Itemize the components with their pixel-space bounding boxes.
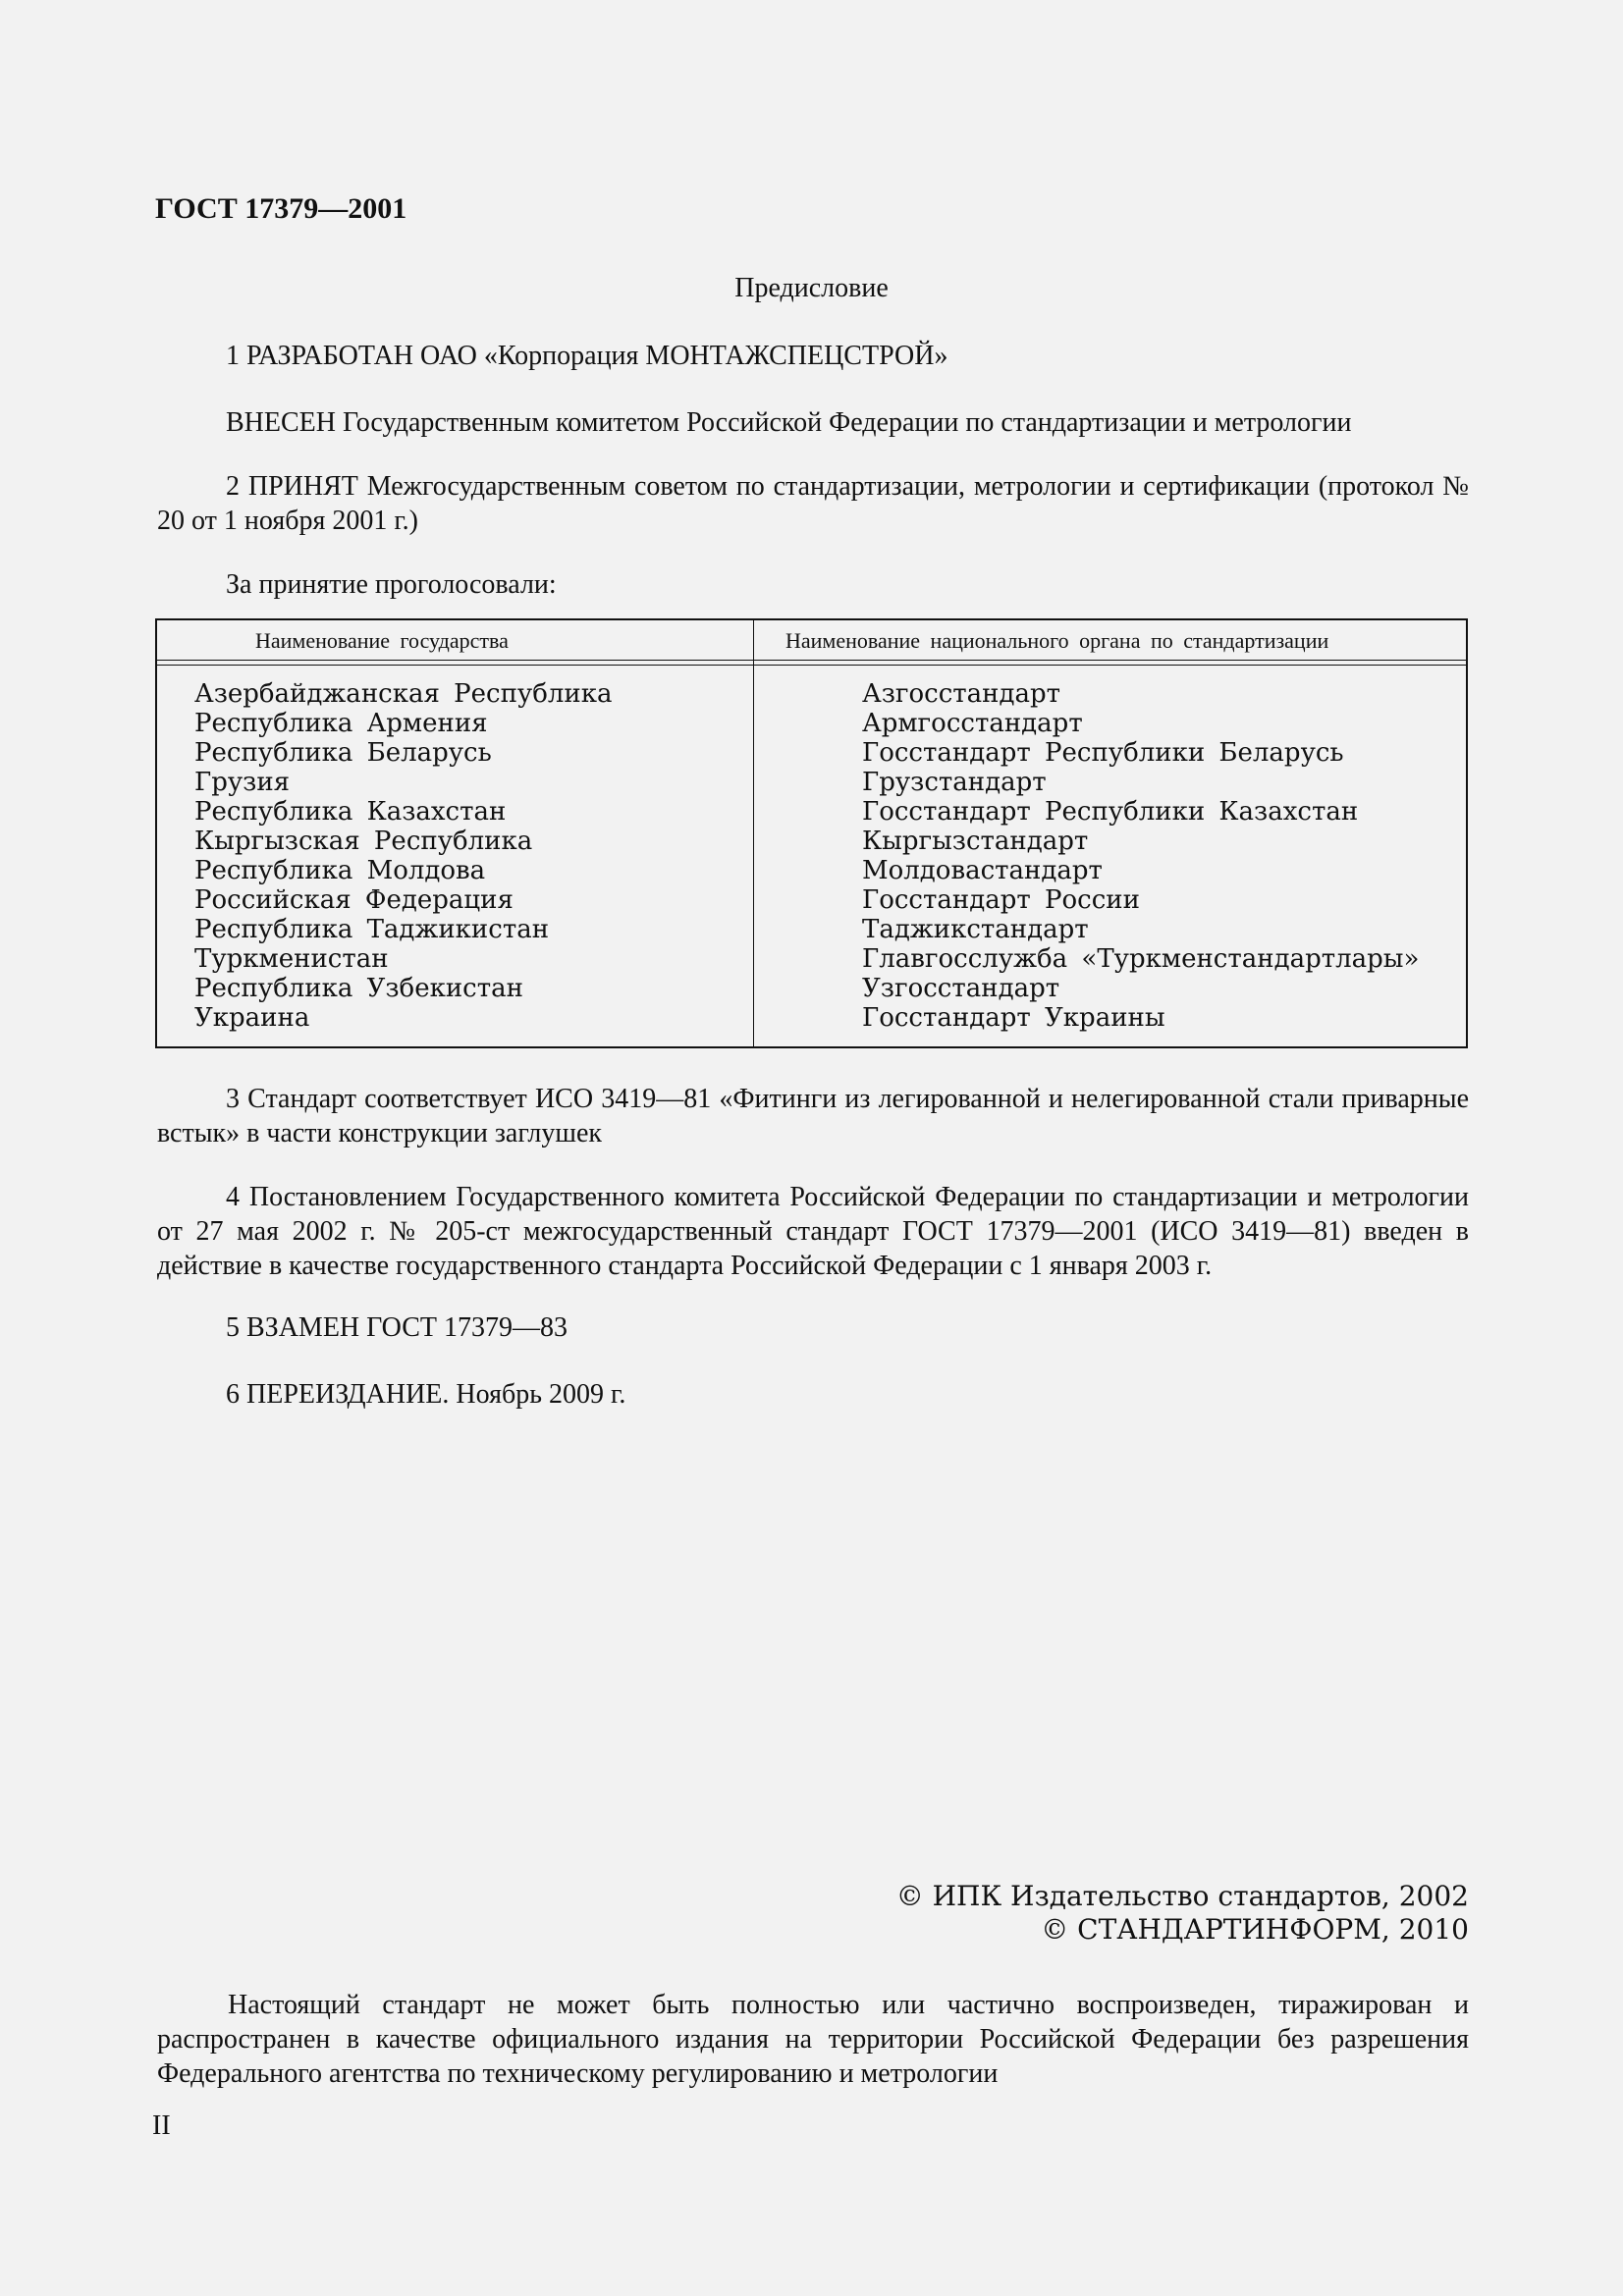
state-name: Российская Федерация (194, 885, 514, 915)
page-number: II (152, 2110, 171, 2141)
state-name: Республика Армения (194, 709, 488, 738)
voting-table (155, 618, 1468, 1048)
document-header: ГОСТ 17379—2001 (155, 192, 407, 225)
state-name: Республика Казахстан (194, 797, 507, 827)
standards-body-name: Госстандарт Украины (862, 1003, 1165, 1033)
paragraph-adopted: 2 ПРИНЯТ Межгосударственным советом по стандартизации, метрологии и сертификации (протокол № 20 от 1 ноября 2001 г.) (157, 471, 1469, 536)
paragraph-iso-correspondence: 3 Стандарт соответствует ИСО 3419—81 «Фитинги из легированной и нелегированной стали приварные встык» в части конструкции заглушек (157, 1084, 1469, 1148)
state-name: Кыргызская Республика (194, 827, 533, 856)
table-header-divider (157, 665, 1466, 666)
page-title: Предисловие (734, 273, 889, 303)
standards-body-name: Госстандарт Республики Беларусь (862, 738, 1344, 768)
standards-body-name: Азгосстандарт (862, 679, 1061, 709)
standards-body-name: Узгосстандарт (862, 974, 1060, 1003)
table-header-body: Наименование национального органа по стандартизации (785, 628, 1329, 653)
paragraph-reissue: 6 ПЕРЕИЗДАНИЕ. Ноябрь 2009 г. (226, 1379, 626, 1410)
state-list (194, 679, 612, 1033)
paragraph-resolution: 4 Постановлением Государственного комитета Российской Федерации по стандартизации и метрологии от 27 мая 2002 г. № 205-ст межгосударственный стандарт ГОСТ 17379—2001 (ИСО 3419—81) введен в действие в качестве государственного стандарта Российской Федерации с 1 января 2003 г. (157, 1182, 1469, 1281)
state-name: Украина (194, 1003, 310, 1033)
copyright-line: © ИПК Издательство стандартов, 2002 (895, 1880, 1469, 1912)
standards-body-name: Кыргызстандарт (862, 827, 1089, 856)
standards-body-name: Грузстандарт (862, 768, 1047, 797)
copyright-line: © СТАНДАРТИНФОРМ, 2010 (1041, 1913, 1469, 1946)
reproduction-notice: Настоящий стандарт не может быть полностью или частично воспроизведен, тиражирован и распространен в качестве официального издания на территории Российской Федерации без разрешения Федерального агентства по техническому регулированию и метрологии (157, 1990, 1469, 2089)
state-name: Азербайджанская Республика (194, 679, 613, 709)
standards-body-name: Главгосслужба «Туркменстандартлары» (862, 944, 1420, 974)
table-header-state: Наименование государства (255, 628, 509, 653)
table-column-divider (753, 620, 754, 1046)
state-name: Туркменистан (194, 944, 389, 974)
standards-body-name: Молдовастандарт (862, 856, 1103, 885)
state-name: Республика Узбекистан (194, 974, 523, 1003)
paragraph-developed: 1 РАЗРАБОТАН ОАО «Корпорация МОНТАЖСПЕЦСТРОЙ» (226, 341, 948, 371)
table-header-divider (157, 660, 1466, 661)
table-header (157, 620, 1466, 660)
paragraph-replaces: 5 ВЗАМЕН ГОСТ 17379—83 (226, 1312, 568, 1343)
paragraph-introduced: ВНЕСЕН Государственным комитетом Российской Федерации по стандартизации и метрологии (226, 407, 1352, 438)
state-name: Грузия (194, 768, 291, 797)
standards-body-name: Таджикстандарт (862, 915, 1089, 944)
state-name: Республика Молдова (194, 856, 486, 885)
state-name: Республика Беларусь (194, 738, 492, 768)
standards-body-name: Госстандарт Республики Казахстан (862, 797, 1359, 827)
copyright-block (687, 1880, 1469, 1947)
standards-body-list (862, 679, 1419, 1033)
state-name: Республика Таджикистан (194, 915, 550, 944)
standards-body-name: Госстандарт России (862, 885, 1140, 915)
paragraph-voted: За принятие проголосовали: (226, 569, 557, 600)
standards-body-name: Армгосстандарт (862, 709, 1083, 738)
